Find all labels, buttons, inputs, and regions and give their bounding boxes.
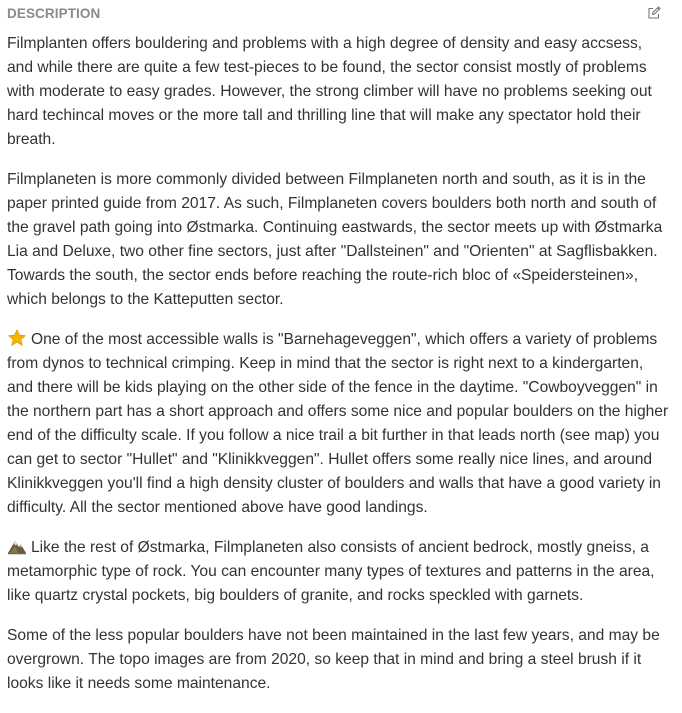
paragraph-text: Filmplaneten is more commonly divided between Filmplaneten north and south, as it is in the paper printed guide from 2017. As such, Filmplaneten covers boulders both north and south of the gravel path going into Østmarka. Continuing eastwards, the sector meets up with Østmarka Lia and Deluxe, two other fine sectors, just after "Dallsteinen" and "Orienten" at Sagflisbakken. Towards the south, the sector ends before reaching the route-rich bloc of «Speidersteinen», which belongs to the Katteputten sector. bbox=[7, 171, 663, 308]
paragraph-text: Like the rest of Østmarka, Filmplaneten also consists of ancient bedrock, mostly gneiss, a metamorphic type of rock. You can encounter many types of textures and patterns in the area, like quartz crystal pockets, big boulders of granite, and rocks speckled with garnets. bbox=[7, 539, 655, 604]
description-paragraph bbox=[7, 32, 671, 152]
mountain-icon bbox=[7, 537, 27, 555]
description-paragraph bbox=[7, 168, 671, 312]
description-paragraph bbox=[7, 328, 671, 520]
paragraph-text: Filmplanten offers bouldering and problems with a high degree of density and easy accsess, and while there are quite a few test-pieces to be found, the sector consist mostly of problems with moderate to easy grades. However, the strong climber will have no problems seeking out hard techincal moves or the more tall and thrilling line that will make any spectator hold their breath. bbox=[7, 35, 652, 148]
paragraph-text: Some of the less popular boulders have not been maintained in the last few years, and may be overgrown. The topo images are from 2020, so keep that in mind and bring a steel brush if it looks like it needs some maintenance. bbox=[7, 627, 660, 692]
description-paragraph bbox=[7, 624, 671, 696]
edit-icon[interactable] bbox=[647, 6, 661, 20]
paragraph-text: One of the most accessible walls is "Barnehageveggen", which offers a variety of problems from dynos to technical crimping. Keep in mind that the sector is right next to a kindergarten, and there will be kids playing on the other side of the fence in the daytime. "Cowboyveggen" in the northern part has a short approach and offers some nice and popular boulders on the higher end of the difficulty scale. If you follow a nice trail a bit further in that leads north (see map) you can get to sector "Hullet" and "Klinikkveggen". Hullet offers some really nice lines, and around Klinikkveggen you'll find a high density cluster of boulders and walls that have a good variety in difficulty. All the sector mentioned above have good landings. bbox=[7, 331, 669, 516]
star-icon bbox=[7, 329, 27, 347]
description-body bbox=[7, 32, 671, 696]
description-header bbox=[7, 0, 675, 32]
description-paragraph bbox=[7, 536, 671, 608]
section-heading: DESCRIPTION bbox=[7, 6, 101, 21]
